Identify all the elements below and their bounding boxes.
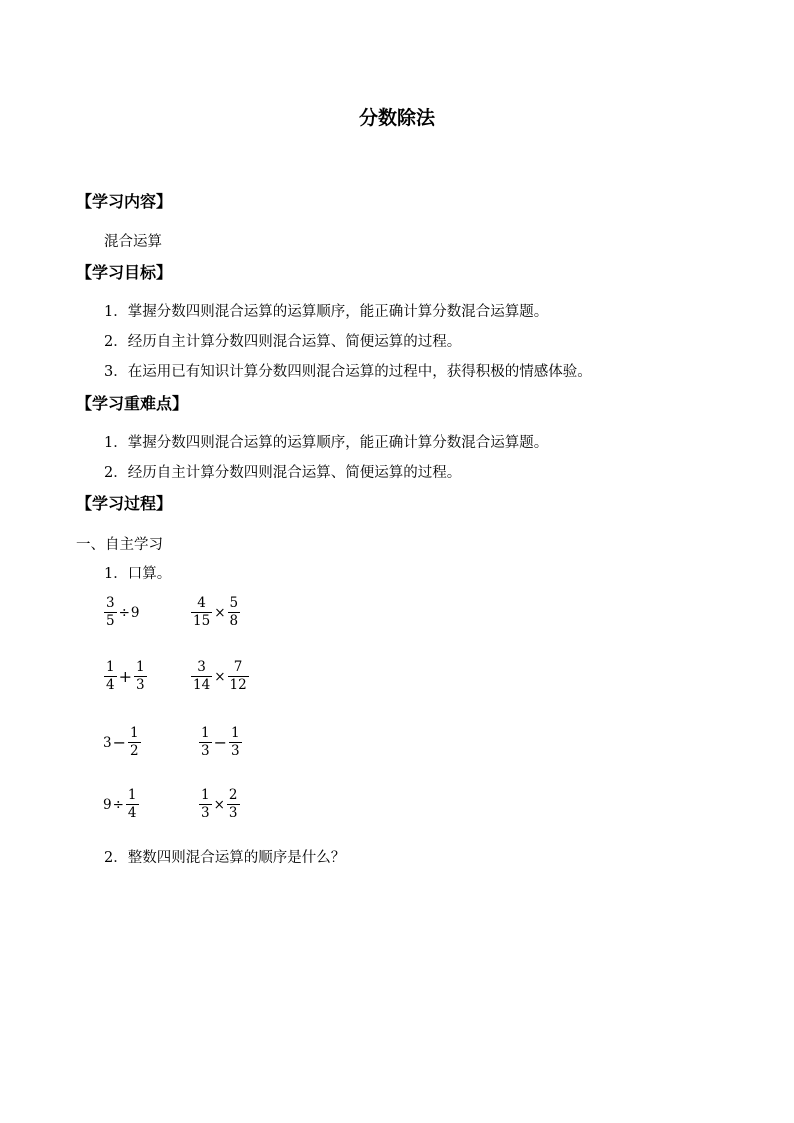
operand: 3 <box>103 734 112 751</box>
exercise-8 <box>198 788 241 821</box>
operator: − <box>213 733 227 752</box>
key-point-item: 1．掌握分数四则混合运算的运算顺序，能正确计算分数混合运算题。 <box>104 435 549 451</box>
operand: 9 <box>130 604 140 621</box>
operator: + <box>118 667 132 686</box>
fraction: $\frac{4}{15}$ <box>193 595 211 629</box>
question-1: 1．口算。 <box>104 566 172 582</box>
exercise-4 <box>190 660 250 693</box>
fraction: $\frac{1}{3}$ <box>201 787 210 821</box>
operator: × <box>214 668 226 685</box>
operator: ÷ <box>118 604 130 621</box>
heading-key-points: 【学习重难点】 <box>76 394 189 413</box>
operand: 9 <box>103 796 112 813</box>
page-title: 分数除法 <box>358 107 435 129</box>
fraction: $\frac{1}{3}$ <box>231 725 240 759</box>
fraction: $\frac{1}{4}$ <box>127 787 137 821</box>
heading-learning-process: 【学习过程】 <box>76 494 173 513</box>
exercise-2 <box>190 596 241 629</box>
heading-learning-goals: 【学习目标】 <box>76 263 173 282</box>
learning-content-text: 混合运算 <box>104 234 162 250</box>
fraction: $\frac{5}{8}$ <box>229 595 239 629</box>
part-self-study: 一、自主学习 <box>76 537 163 553</box>
fraction: $\frac{1}{3}$ <box>136 659 145 693</box>
exercise-7 <box>103 788 140 821</box>
fraction: $\frac{7}{12}$ <box>229 659 247 693</box>
fraction: $\frac{3}{14}$ <box>193 659 211 693</box>
exercise-5 <box>103 726 142 759</box>
fraction: $\frac{1}{4}$ <box>106 659 115 693</box>
question-2: 2．整数四则混合运算的顺序是什么？ <box>104 850 346 866</box>
fraction: $\frac{3}{5}$ <box>106 595 115 629</box>
exercise-6 <box>198 726 243 759</box>
exercise-3 <box>103 660 148 693</box>
goal-item: 3．在运用已有知识计算分数四则混合运算的过程中，获得积极的情感体验。 <box>104 364 592 380</box>
operator: × <box>214 604 226 621</box>
goal-item: 1．掌握分数四则混合运算的运算顺序，能正确计算分数混合运算题。 <box>104 304 549 320</box>
operator: × <box>213 796 225 813</box>
exercise-1 <box>103 596 140 629</box>
operator: − <box>112 733 126 752</box>
key-point-item: 2．经历自主计算分数四则混合运算、简便运算的过程。 <box>104 465 462 481</box>
fraction: $\frac{1}{2}$ <box>130 725 139 759</box>
heading-learning-content: 【学习内容】 <box>76 192 173 211</box>
fraction: $\frac{2}{3}$ <box>228 787 238 821</box>
operator: ÷ <box>112 796 124 813</box>
goal-item: 2．经历自主计算分数四则混合运算、简便运算的过程。 <box>104 334 462 350</box>
fraction: $\frac{1}{3}$ <box>201 725 210 759</box>
